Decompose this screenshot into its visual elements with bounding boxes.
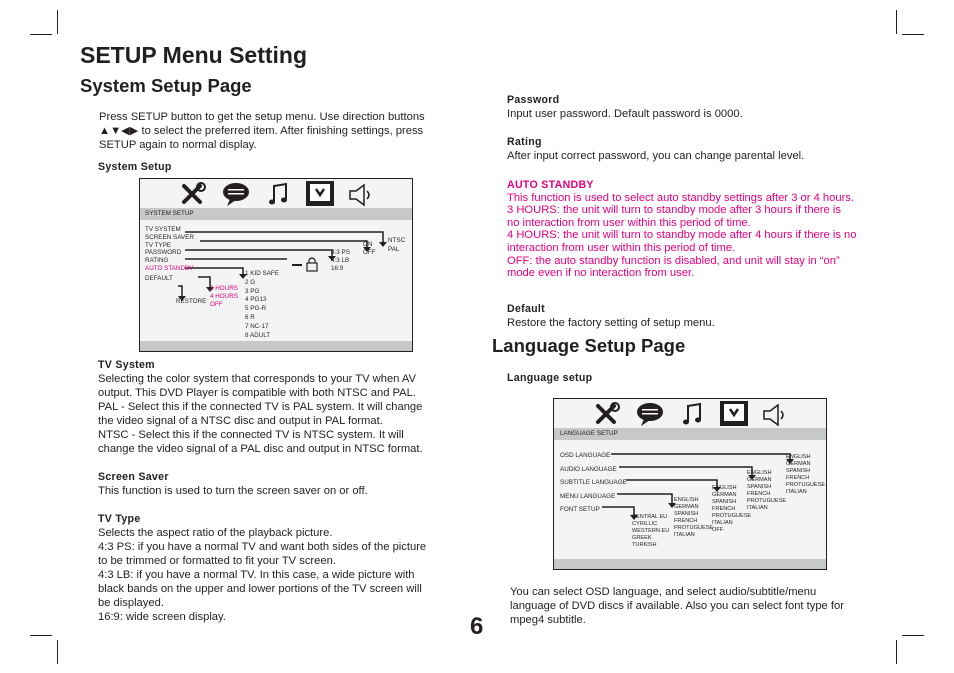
language-outro-text [510,585,844,627]
option[interactable]: CYRILLIC [632,521,658,527]
text-line: change the video signal of a PAL disc and output in NTSC format. [98,443,423,455]
text-line: interaction from user within this period of time. [507,241,736,254]
option[interactable]: NTSC [388,237,406,244]
rating-section [507,135,804,163]
intro-line: ▲▼◀▶ to select the preferred item. After finishing settings, press [99,125,424,137]
option[interactable]: CENTRAL EU [632,514,668,520]
option[interactable]: WESTERN EU [632,528,670,534]
option[interactable]: 6 R [245,313,255,321]
crop-mark [896,640,897,664]
text-line: Restore the factory setting of setup menu. [507,317,715,329]
language-setup-heading: Language Setup Page [492,335,686,356]
option[interactable]: PROTUGUESE [674,525,714,531]
section-label: Screen Saver [98,471,169,483]
osd-options [786,454,825,496]
menu-header: SYSTEM SETUP [145,210,194,217]
option[interactable]: 2 G [245,278,256,286]
text-line: mpeg4 subtitle. [510,614,586,626]
option[interactable]: 4 PG13 [245,296,267,304]
option[interactable]: ITALIAN [786,489,807,495]
option[interactable]: 1 KID SAFE [245,270,279,277]
language-setup-label: Language setup [507,372,593,384]
section-label: Default [507,303,546,315]
crop-mark [30,34,52,35]
text-line: After input correct password, you can change parental level. [507,150,805,162]
saver-options [363,241,376,257]
text-line: the video signal of a NTSC disc and output in PAL format. [98,415,383,427]
language-setup-menu [553,398,827,570]
option[interactable]: FRENCH [786,475,810,481]
option[interactable]: PAL [388,246,400,253]
menu-item[interactable]: AUDIO LANGUAGE [560,465,617,473]
intro-line: Press SETUP button to get the setup menu. Use direction buttons [99,111,425,123]
option[interactable]: GERMAN [747,477,772,483]
option[interactable]: PROTUGUESE [786,482,826,488]
standby-options [210,285,238,308]
crop-mark [30,635,52,636]
crop-mark [896,10,897,34]
section-label: TV Type [98,513,141,525]
text-line: mode even if no interaction from user. [507,267,695,280]
text-line: 4:3 LB: if you have a normal TV. In this case, a wide picture with [98,569,415,581]
text-line: PAL - Select this if the connected TV is PAL system. It will change [98,401,423,413]
text-line: 4 HOURS: the unit will turn to standby mode after 4 hours if there is no [507,229,857,242]
option[interactable]: 4:3 LB [331,257,350,264]
menu-item[interactable]: FONT SETUP [560,506,600,513]
text-line: You can select OSD language, and select audio/subtitle/menu [510,586,817,598]
menu-item[interactable]: PASSWORD [145,249,182,257]
option[interactable]: ITALIAN [747,505,768,511]
option[interactable]: SPANISH [786,468,811,474]
text-line: Selects the aspect ratio of the playback picture. [98,527,333,539]
text-line: Input user password. Default password is 0000. [507,108,743,120]
option[interactable]: ENGLISH [747,470,772,476]
text-line: language of DVD discs if available. Also you can select font type for [510,600,844,612]
text-line: Selecting the color system that corresponds to your TV when AV [98,373,416,385]
text-line: 3 HOURS: the unit will turn to standby mode after 3 hours if there is [507,204,841,217]
page-number: 6 [470,613,484,640]
option[interactable]: ENGLISH [674,497,699,503]
menu-language-options [674,497,713,539]
language-items [560,449,627,517]
section-label: TV System [98,359,155,371]
audio-options [747,470,786,512]
subtitle-options [712,485,751,534]
option[interactable]: FRENCH [674,518,698,524]
system-setup-label: System Setup [98,161,172,173]
text-line: to be trimmed or formatted to fit your TV screen. [98,555,336,567]
crop-mark [57,10,58,34]
menu-item-selected[interactable]: AUTO STANDBY [145,264,194,272]
option[interactable]: ENGLISH [786,454,811,460]
option[interactable]: 7 NC-17 [245,322,269,330]
menu-item[interactable]: OSD LANGUAGE [560,452,611,459]
option[interactable]: 8 ADULT [245,331,271,339]
text-line: black bands on the upper and lower portions of the TV screen will [98,583,422,595]
option[interactable]: ITALIAN [712,520,733,526]
option[interactable]: SPANISH [674,511,699,517]
crop-mark [57,640,58,664]
text-line: This function is used to turn the screen saver on or off. [98,485,368,497]
text-line: NTSC - Select this if the connected TV is NTSC system. It will [98,429,404,441]
option[interactable]: SPANISH [712,499,737,505]
option[interactable]: FRENCH [712,506,736,512]
option[interactable]: GERMAN [712,492,737,498]
auto-standby-section [507,179,856,280]
option[interactable]: 3 PG [245,287,260,295]
option[interactable]: TURKISH [632,542,657,548]
rating-options [245,270,279,340]
option[interactable]: 5 PG-R [245,305,266,313]
system-options [388,236,405,254]
lock-icon [292,258,317,271]
option[interactable]: 3 HOURS [210,285,238,292]
system-setup-menu [139,178,413,352]
text-line: be displayed. [98,597,164,609]
menu-item[interactable]: DEFAULT [145,274,173,282]
font-options [632,514,669,549]
text-line: This function is used to select auto standby settings after 3 or 4 hours. [507,191,855,204]
text-line: no interaction from user within this period of time. [507,216,751,229]
option[interactable]: ITALIAN [674,532,695,538]
screen-saver-section [98,470,368,498]
menu-item[interactable]: TV SYSTEM [145,226,181,233]
option[interactable]: 4 HOURS [210,292,238,300]
section-label: Rating [507,136,542,148]
intro-text [99,110,425,152]
restore-option[interactable]: RESTORE [176,298,207,305]
option[interactable]: OFF [363,249,376,256]
menu-item[interactable]: SCREEN SAVER [145,233,194,241]
option[interactable]: ENGLISH [712,485,737,491]
password-section [507,93,743,121]
default-section [507,302,715,330]
crop-mark [902,34,924,35]
text-line: output. This DVD Player is compatible with both NTSC and PAL. [98,387,416,399]
menu-item[interactable]: SUBTITLE LANGUAGE [560,479,627,486]
option[interactable]: GERMAN [674,504,699,510]
crop-mark [902,635,924,636]
text-line: OFF: the auto standby function is disabled, and unit will stay in “on” [507,254,840,267]
option[interactable]: PROTUGUESE [712,513,752,519]
option[interactable]: OFF [712,527,724,533]
page-title: SETUP Menu Setting [80,42,308,68]
tv-type-section [98,512,426,624]
text-line: 4:3 PS: if you have a normal TV and want both sides of the picture [98,541,427,553]
section-label: Password [507,94,560,106]
system-items [145,226,194,283]
option[interactable]: 16:9 [331,265,344,272]
menu-item[interactable]: MENU LANGUAGE [560,492,616,500]
option[interactable]: SPANISH [747,484,772,490]
option[interactable]: GREEK [632,535,652,541]
section-label: AUTO STANDBY [507,179,594,191]
text-line: 16:9: wide screen display. [98,611,226,623]
option[interactable]: ON [363,241,373,248]
option[interactable]: GERMAN [786,461,811,467]
menu-item[interactable]: TV TYPE [145,241,172,249]
tv-system-section [98,358,423,456]
option[interactable]: OFF [210,300,223,308]
option[interactable]: 4:3 PS [331,249,350,256]
option[interactable]: PROTUGUESE [747,498,787,504]
menu-item[interactable]: RATING [145,257,169,265]
system-setup-heading: System Setup Page [80,75,252,96]
tv-type-options [331,249,350,273]
intro-line: SETUP again to normal display. [99,139,257,151]
menu-header: LANGUAGE SETUP [560,430,618,437]
option[interactable]: FRENCH [747,491,771,497]
